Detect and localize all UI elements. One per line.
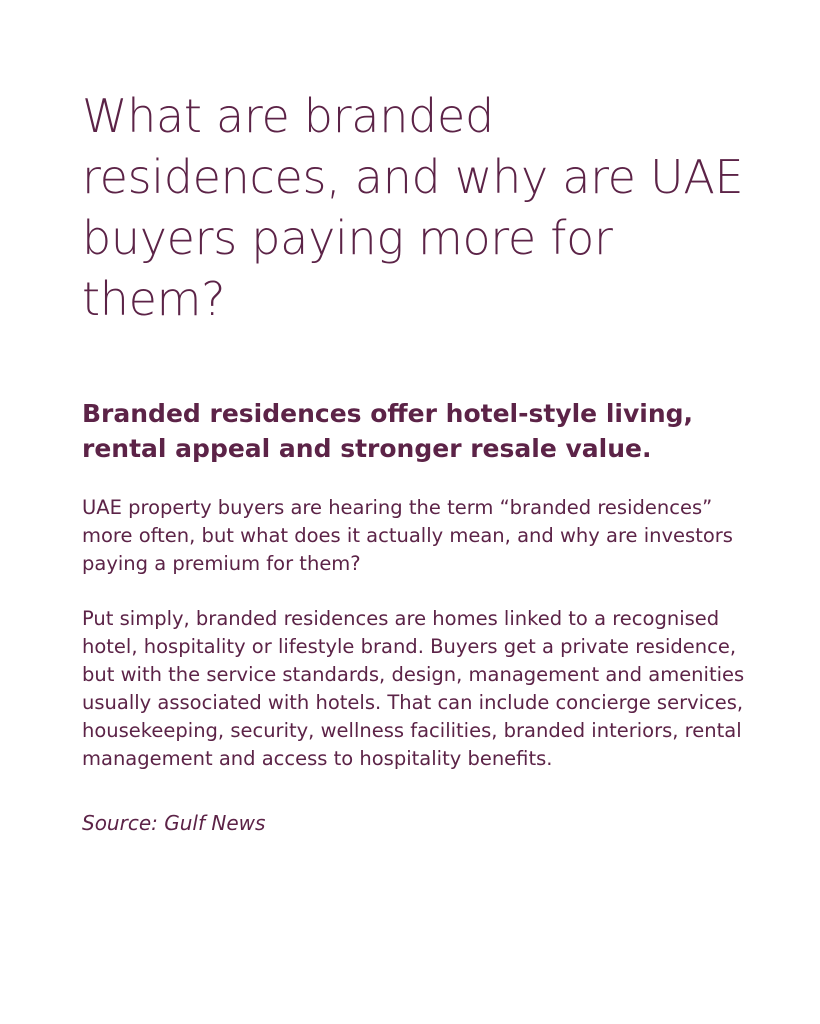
article-source: Source: Gulf News — [82, 811, 266, 835]
article-paragraph-2: Put simply, branded residences are homes linked to a recognised hotel, hospitality or lifestyle brand. Buyers get a private residence, but with the service standards, design, management and amenities usually associated with hotels. That can include concierge services, housekeeping, security, wellness facilities, branded interiors, rental management and access to hospitality benefits. — [82, 607, 745, 770]
article-headline: What are branded residences, and why are UAE buyers paying more for them? — [82, 89, 744, 326]
article-paragraph-1: UAE property buyers are hearing the term “branded residences” more often, but what does it actually mean, and why are investors paying a premium for them? — [82, 496, 733, 575]
article-subheadline: Branded residences offer hotel-style living, rental appeal and stronger resale value. — [82, 399, 694, 463]
article — [82, 86, 762, 837]
